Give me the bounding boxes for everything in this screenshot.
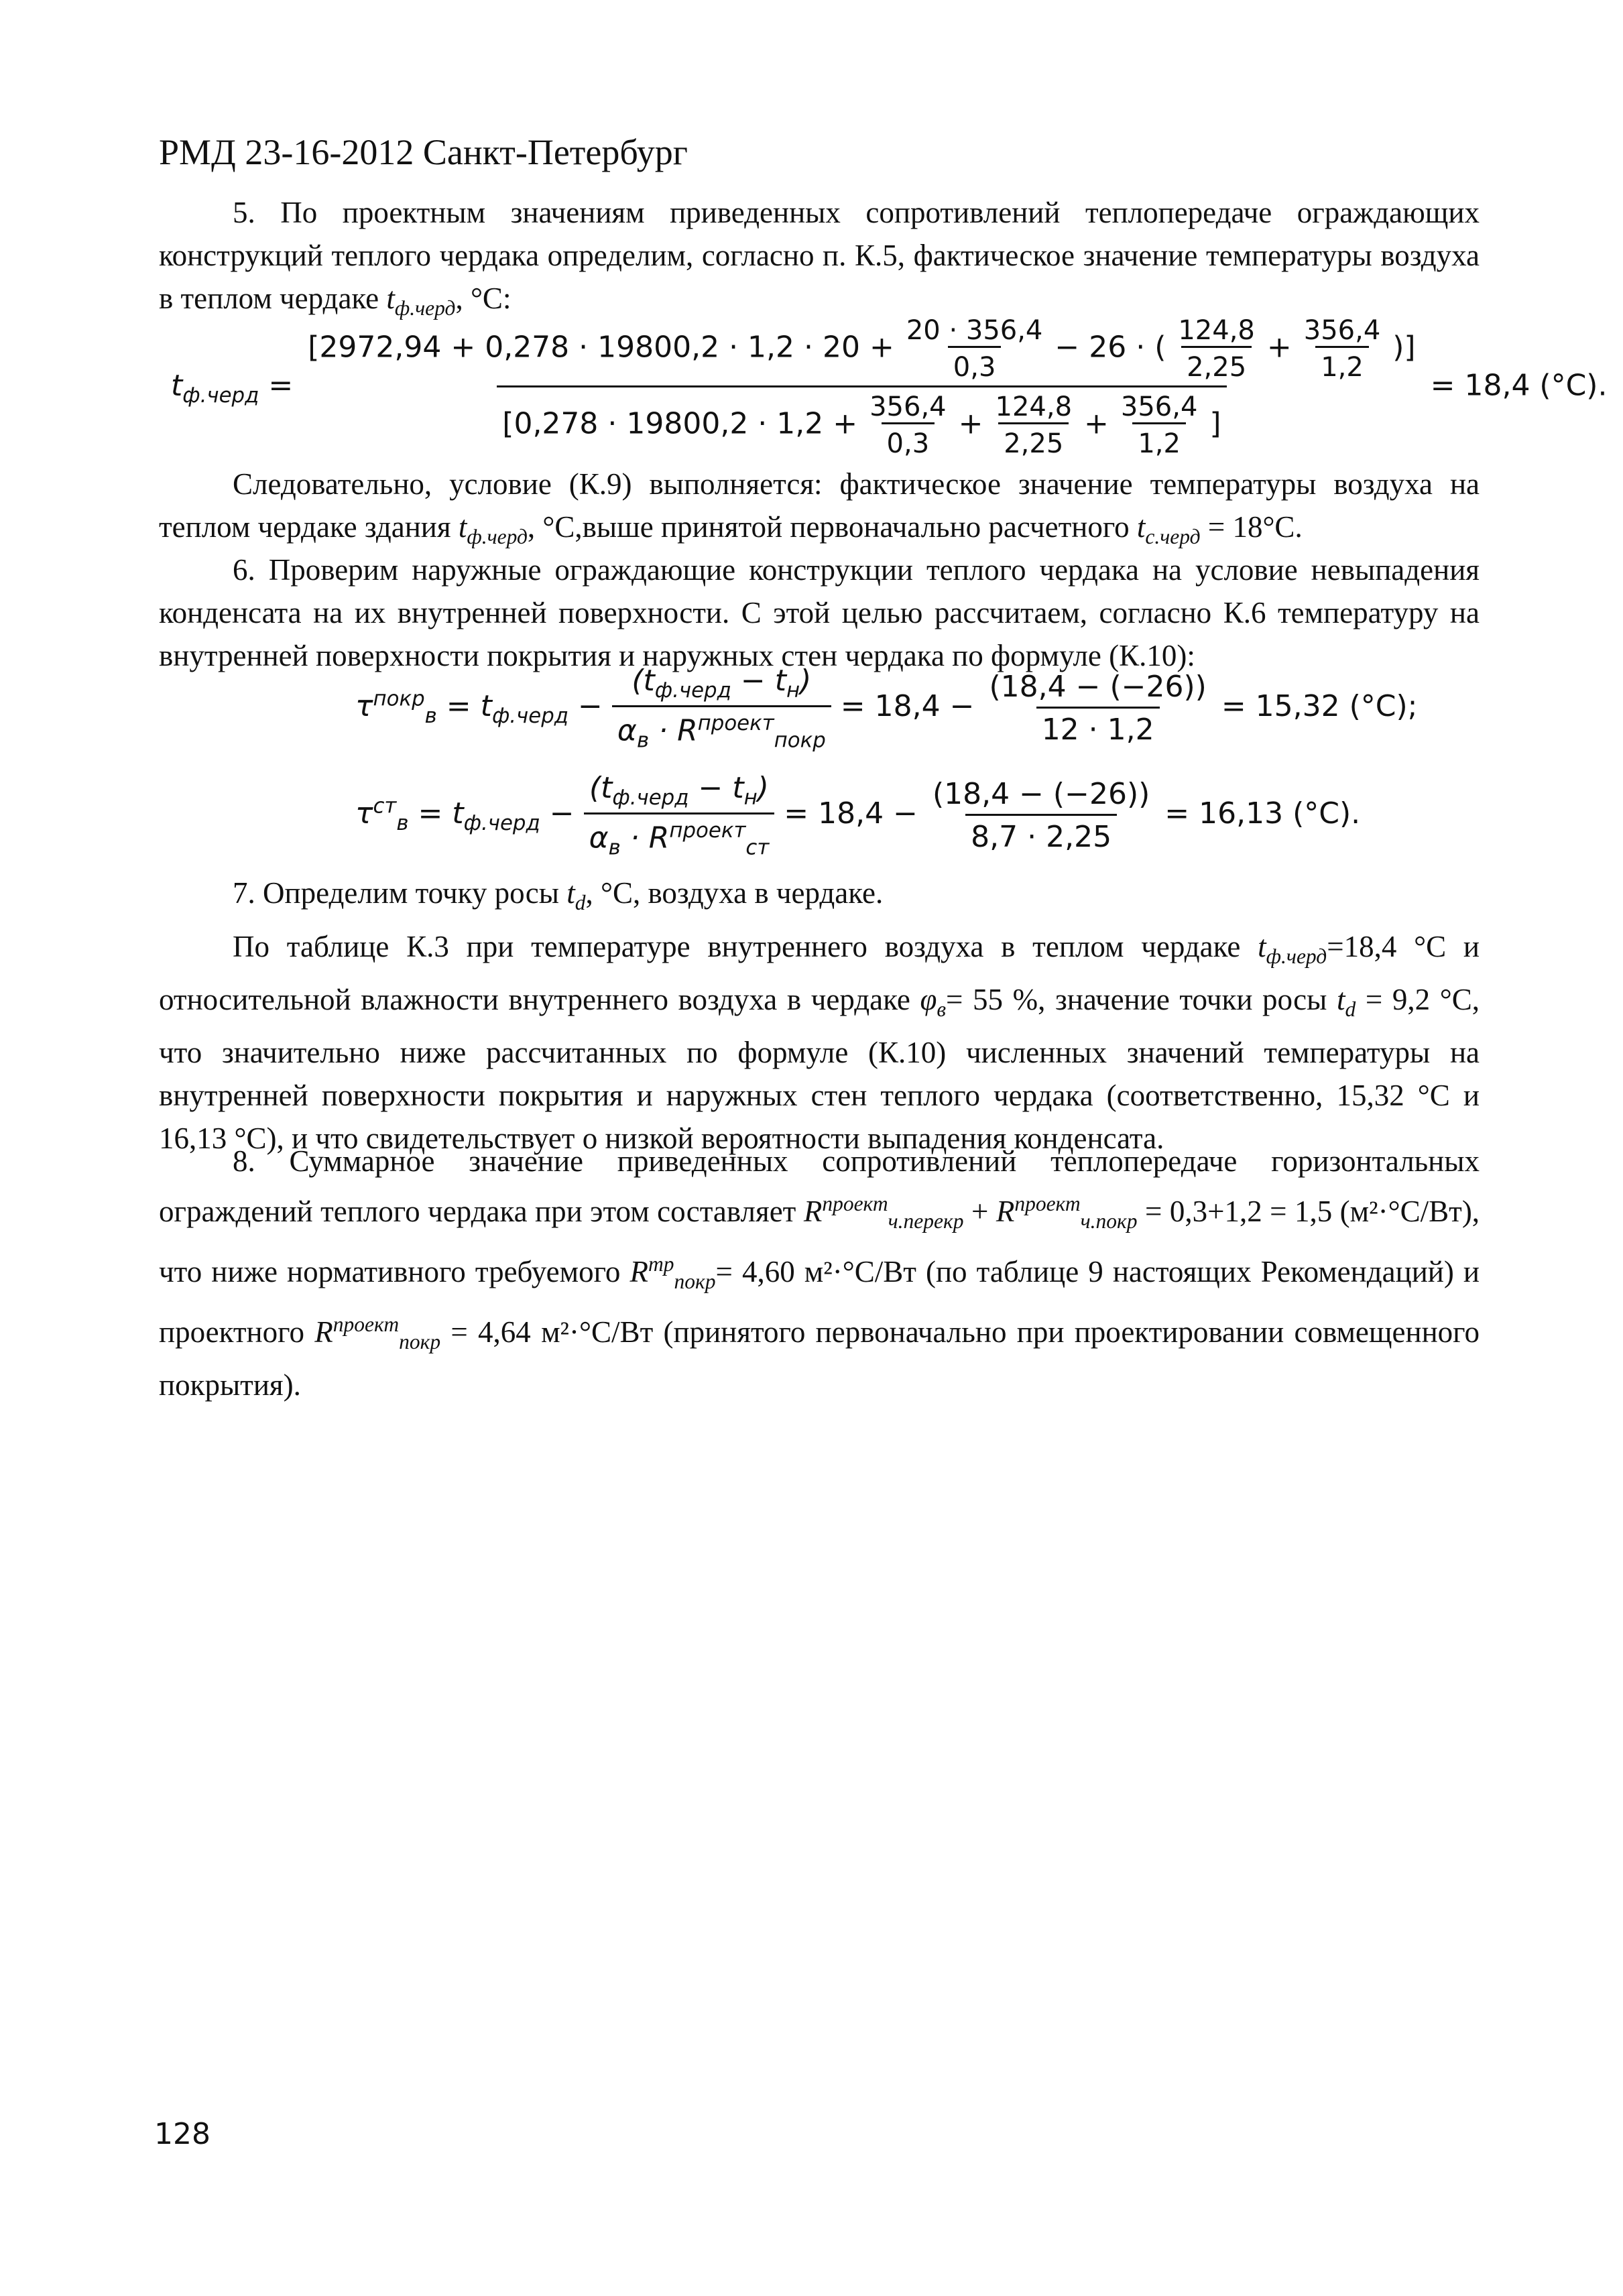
eq1-lhs: $t_{ф.черд}$ [171,368,259,408]
eq1-denominator: [0,278 · 19800,2 · 1,2 + $\frac{356,4}{0,3}$ + $\frac{124,8}{2,25}$ + $\frac{356,4}{1,2}$ ] [497,385,1226,459]
page-number: 128 [154,2117,211,2151]
paragraph-5 [159,191,1480,330]
paragraph-5-text: 5. По проектным значениям приведенных сопротивлений теплопередаче ограждающих конструкций теплого чердака определим, согласно п. К.5, фактическое значение температуры воздуха в теплом чердаке [159,196,1480,315]
eq1-equals: = [268,368,294,403]
paragraph-8: 8. Суммарное значение приведенных сопротивлений теплопередаче горизонтальных ограждений теплого чердака при этом составляет $R^{проект}_{ч.перекр} + R^{проект}_{ч.покр} = 0,3+1,2 = 1,5$ (м²·°С/Вт), что ниже нормативного требуемого $R^{тр}_{покр}= 4,60$ м²·°С/Вт (по таблице 9 настоящих Рекомендаций) и проектного $R^{проект}_{покр} = 4,64$ м²·°С/Вт (принятого первоначально при проектировании совмещенного покрытия). [159,1144,1480,1402]
equation-t-fcherd [171,315,1607,459]
paragraph-7: 7. Определим точку росы $t_d$, °С, воздуха в чердаке. [233,876,884,914]
paragraph-table-k3: По таблице К.3 при температуре внутреннего воздуха в теплом чердаке $t_{ф.черд}=18,4$ °С и относительной влажности внутреннего воздуха в чердаке $\varphi_в= 55$ %, значение точки росы $t_d = 9,2$ °С, что значительно ниже рассчитанных по формуле (К.10) численных значений температуры на внутренней поверхности покрытия и наружных стен теплого чердака (соответственно, 15,32 °С и 16,13 °С), и что свидетельствует о низкой вероятности выпадения конденсата. [159,930,1480,1155]
paragraph-conclusion: Следовательно, условие (К.9) выполняется: фактическое значение температуры воздуха на теплом чердаке здания $t_{ф.черд}$, °С,выше принятой первоначально расчетного $t_{с.черд} = 18^\circ С$. [159,467,1480,548]
unit-text: , °С: [455,282,512,315]
paragraph-6: 6. Проверим наружные ограждающие конструкции теплого чердака на условие невыпадения конденсата на их внутренней поверхности. С этой целью рассчитаем, согласно К.6 температуру на внутренней поверхности покрытия и наружных стен чердака по формуле (К.10): [159,553,1480,672]
equation-tau-st: $\tau^{ст}_в = t_{ф.черд}$ − $\frac{(t_{ф.черд} - t_н)}{\alpha_в \cdot R^{проект}_{ст}}$ = 18,4 − $\frac{(18,4 - (-26))}{8,7 \cdot 2,25}$ = 16,13 (°С). [355,771,1361,860]
eq1-numerator: [2972,94 + 0,278 · 19800,2 · 1,2 · 20 + $\frac{20 \cdot 356,4}{0,3}$ − 26 · ( $\frac{124,8}{2,25}$ + $\frac{356,4}{1,2}$ )] [308,315,1416,383]
eq1-main-fraction [302,315,1421,459]
eq1-result: = 18,4 (°С). [1430,368,1608,403]
page-header: РМД 23-16-2012 Санкт-Петербург [159,132,688,172]
var-t-fcherd: $t_{ф.черд}$ [386,282,456,320]
equation-tau-pokr: $\tau^{покр}_в = t_{ф.черд}$ − $\frac{(t_{ф.черд} - t_н)}{\alpha_в \cdot R^{проект}_{покр}}$ = 18,4 − $\frac{(18,4 - (-26))}{12 \cdot 1,2}$ = 15,32 (°С); [355,664,1418,753]
